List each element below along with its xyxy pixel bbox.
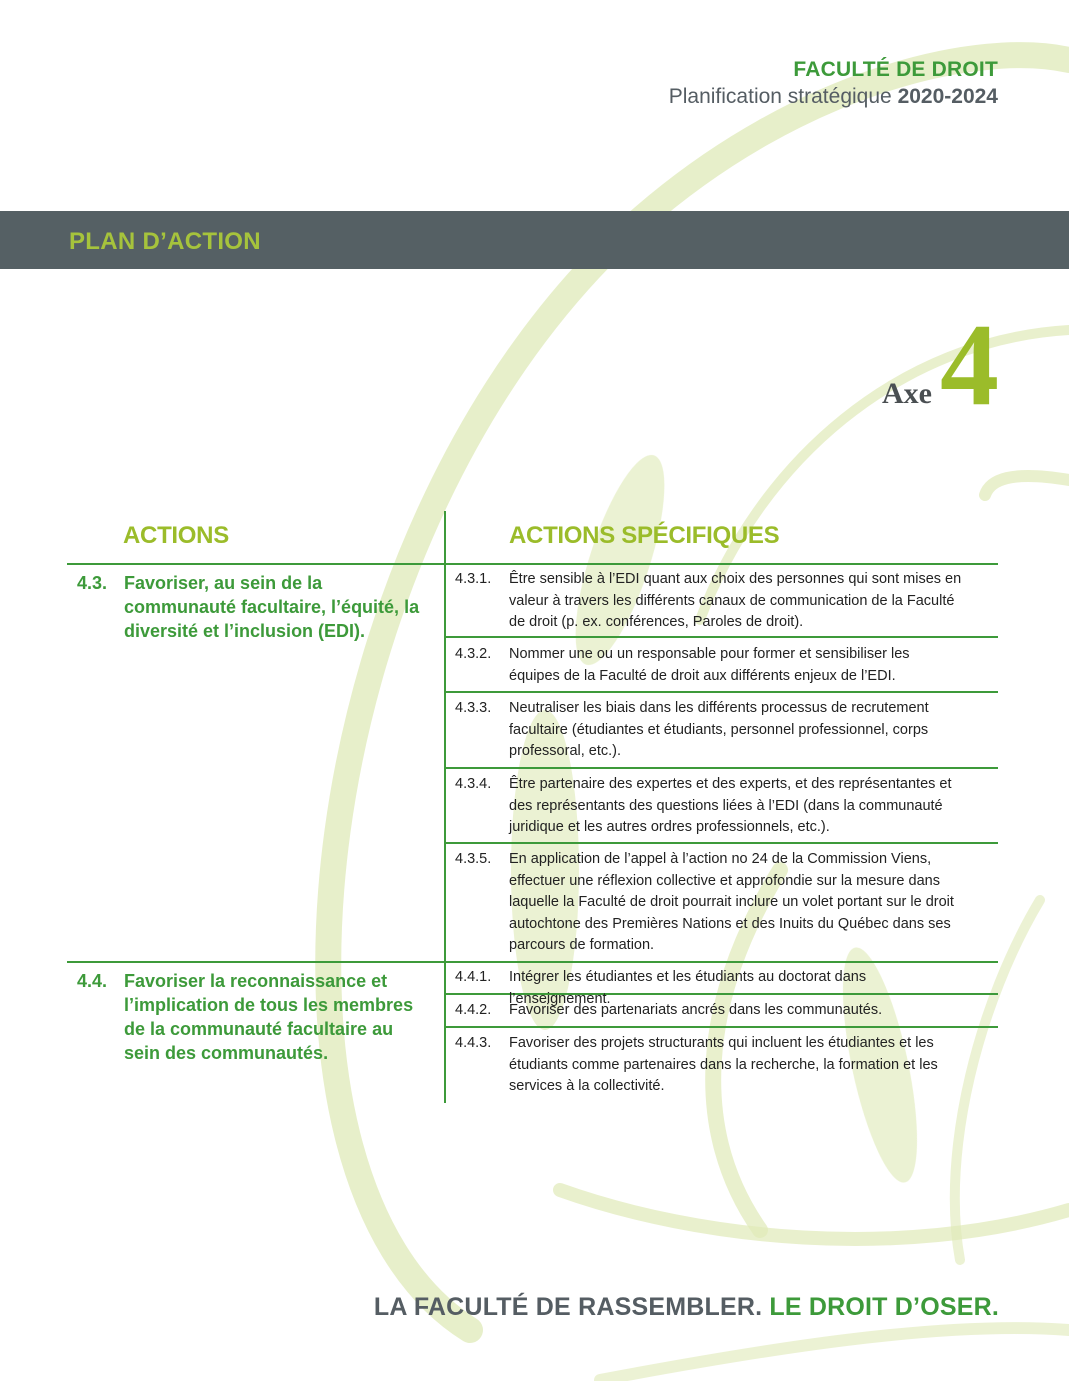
action-text: Favoriser, au sein de la communauté facultaire, l’équité, la diversité et l’inclusion (EDI). [124, 573, 420, 641]
axis-word: Axe [882, 377, 932, 410]
specific-action-number: 4.4.2. [455, 1002, 492, 1018]
action-number: 4.3. [77, 573, 108, 593]
axis-number: 4 [940, 299, 999, 430]
row-divider [446, 1026, 998, 1028]
specific-action-text: Intégrer les étudiantes et les étudiants au doctorat dans l’enseignement. [509, 969, 867, 1007]
row-divider [446, 767, 998, 769]
plan-subtitle [669, 83, 998, 111]
action-text: Favoriser la reconnaissance et l’implication de tous les membres de la communauté facultaire au sein des communautés. [124, 971, 414, 1063]
section-title: PLAN D’ACTION [69, 228, 261, 255]
specific-action-text: En application de l’appel à l’action no 24 de la Commission Viens, effectuer une réflexion collective et approfondie sur la mesure dans laquelle la Faculté de droit pourrait inclure un volet portant sur le droit autochtone des Premières Nations et des Inuits du Québec dans ses parcours de formation. [509, 851, 954, 953]
axis-label [882, 299, 999, 430]
slogan-part-2: LE DROIT D’OSER. [769, 1293, 999, 1321]
specific-action-number: 4.3.3. [455, 700, 492, 716]
specific-action-number: 4.3.1. [455, 571, 492, 587]
row-divider [446, 842, 998, 844]
row-divider [446, 636, 998, 638]
specific-action-number: 4.4.3. [455, 1035, 492, 1051]
specific-action-text: Nommer une ou un responsable pour former et sensibiliser les équipes de la Faculté de droit aux différents enjeux de l’EDI. [509, 646, 910, 684]
specific-action-text: Être sensible à l’EDI quant aux choix des personnes qui sont mises en valeur à travers les différents canaux de communication de la Faculté de droit (p. ex. conférences, Paroles de droit). [509, 571, 962, 630]
section-band [0, 211, 1069, 269]
footer-slogan [374, 1293, 999, 1322]
group-divider [67, 961, 998, 963]
specific-action-number: 4.3.2. [455, 646, 492, 662]
column-header-actions: ACTIONS [123, 522, 229, 549]
column-divider [444, 511, 446, 1103]
faculty-name: FACULTÉ DE DROIT [793, 58, 998, 81]
specific-action-text: Favoriser des projets structurants qui incluent les étudiantes et les étudiants comme partenaires dans la recherche, la formation et les services à la collectivité. [509, 1035, 938, 1094]
specific-action-number: 4.3.4. [455, 776, 492, 792]
slogan-part-1: LA FACULTÉ DE RASSEMBLER. [373, 1293, 763, 1321]
specific-action-number: 4.3.5. [455, 851, 492, 867]
specific-action-text: Neutraliser les biais dans les différents processus de recrutement facultaire (étudiantes et étudiants, personnel professionnel, corps professoral, etc.). [509, 700, 929, 759]
page-header [669, 57, 998, 111]
plan-subtitle-text: Planification stratégique [668, 85, 892, 108]
column-header-specific: ACTIONS SPÉCIFIQUES [509, 522, 780, 549]
specific-action-text: Être partenaire des expertes et des experts, et des représentantes et des représentants des questions liées à l’EDI (dans la communauté juridique et les autres ordres professionnels, etc.). [509, 776, 952, 835]
specific-action-text: Favoriser des partenariats ancrés dans les communautés. [509, 1002, 883, 1018]
header-rule [67, 563, 998, 565]
plan-years: 2020-2024 [897, 85, 998, 108]
specific-action-number: 4.4.1. [455, 969, 492, 985]
row-divider [446, 691, 998, 693]
action-number: 4.4. [77, 971, 108, 991]
